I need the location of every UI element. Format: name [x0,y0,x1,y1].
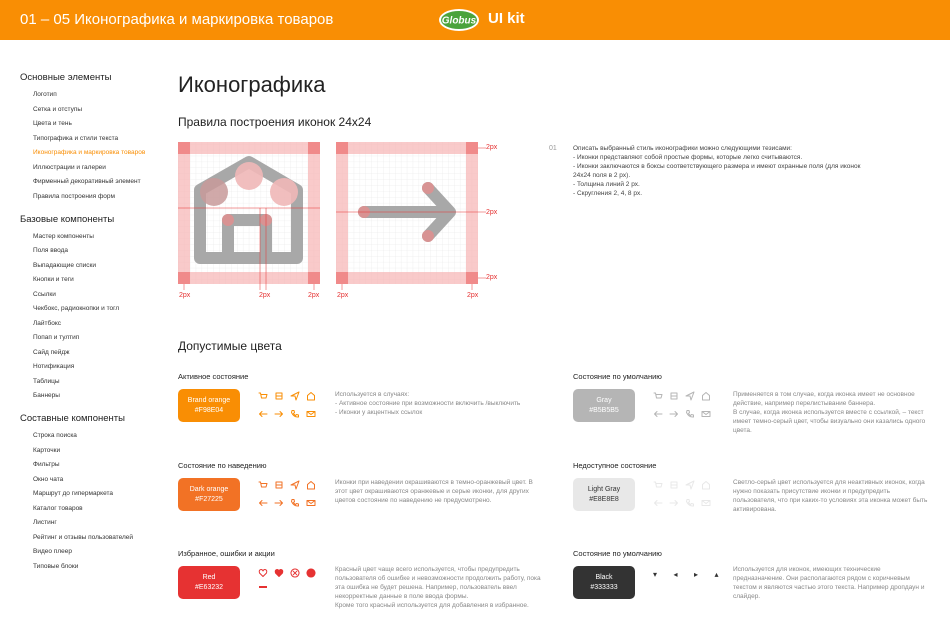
bus-icon [274,391,284,401]
sidebar-section-title: Основные элементы [20,72,112,83]
globus-logo [438,8,480,32]
sidebar-item[interactable]: Иллюстрации и галереи [33,163,106,171]
construction-rules-note [573,144,863,198]
heart-outline-icon [258,568,268,578]
padding-label-arrow-bottom: 2px [486,274,498,281]
sidebar-item[interactable]: Ссылки [33,290,56,298]
color-swatch [178,389,240,422]
bus-icon [669,391,679,401]
sale-badge-icon [306,568,316,578]
sidebar-item[interactable]: Попап и тултип [33,334,80,341]
sidebar-item[interactable]: Нотификация [33,363,75,370]
icon-samples [258,480,328,516]
section-title-rules: Правила построения иконок 24x24 [178,115,372,129]
phone-icon [685,409,695,419]
swatch-name: Dark orange [189,486,229,493]
arrow-left-icon [258,498,268,508]
home-icon-construction-grid [178,138,320,290]
sidebar-section [20,413,160,571]
state-label: Недоступное состояние [573,461,657,470]
icon-samples [653,480,723,516]
section-title-colors: Допустимые цвета [178,339,282,353]
color-swatch [178,566,240,599]
sidebar-section-title: Составные компоненты [20,413,125,424]
padding-label-arrow-right: 2px [467,292,479,299]
sidebar-item[interactable]: Чекбокс, радиокнопки и тогл [33,305,120,312]
sidebar-item[interactable]: Маршрут до гипермаркета [33,490,114,497]
arrow-right-icon [274,409,284,419]
icon-row [653,391,723,401]
sidebar-item[interactable]: Фильтры [33,461,60,468]
sidebar-item[interactable]: Правила построения форм [33,192,115,200]
sidebar-item[interactable]: Окно чата [33,475,64,483]
home-icon [306,480,316,490]
arrow-left-icon [258,409,268,419]
state-description: Иконки при наведении окрашиваются в темно-оранжевый цвет. В этот цвет окрашиваются оранжевые и серые иконки, для других цветов состояние по наведению не предусмотрено. [335,479,533,504]
cart-icon [653,391,663,401]
swatch-name: Black [595,574,613,581]
sidebar-item[interactable]: Типографика и стили текста [33,134,119,142]
swatch-name: Red [202,574,216,581]
sidebar-item[interactable]: Рейтинг и отзывы пользователей [33,533,134,541]
note-line: - Иконки заключаются в боксы соответствующего размера и имеют охранные поля (для иконок 24х24 поля в 2 px). [573,163,861,179]
cart-icon [258,480,268,490]
icon-row [653,409,723,419]
swatch-hex: #E8E8E8 [589,496,619,503]
padding-label-arrow-center: 2px [486,209,498,216]
send-icon [685,480,695,490]
sidebar-item[interactable]: Кнопки и теги [33,276,74,283]
color-swatch [178,478,240,511]
sidebar-section [20,214,160,401]
arrow-icon-construction-grid [336,138,486,290]
state-label: Избранное, ошибки и акции [178,549,275,558]
sidebar-item[interactable]: Видео плеер [33,548,72,555]
mail-icon [701,498,711,508]
swatch-hex: #F98E04 [194,407,224,414]
icon-row [258,498,328,508]
sidebar-item[interactable]: Поля ввода [33,247,68,254]
send-icon [290,391,300,401]
note-line: - Иконки представляют собой простые формы, которые легко считываются. [573,154,803,161]
padding-label-home-left: 2px [179,292,191,299]
swatch-name: Gray [596,397,612,404]
sidebar-item[interactable]: Сетка и отступы [33,105,83,113]
caret-down-icon: ▾ [653,570,658,579]
state-description: Используется в случаях: - Активное состояние при возможности включить /выключить - Иконки у акцентных ссылок [335,391,521,416]
sidebar-section-title: Базовые компоненты [20,213,115,225]
send-icon [685,391,695,401]
icon-row [258,568,328,578]
state-label: Активное состояние [178,372,249,381]
sidebar-item[interactable]: Мастер компоненты [33,232,94,240]
ui-kit-label: UI kit [488,10,525,27]
arrow-left-icon [653,498,663,508]
sidebar-item[interactable]: Сайд пейдж [33,348,70,356]
page-title: Иконографика [178,72,326,97]
arrow-right-icon [274,498,284,508]
swatch-hex: #333333 [590,584,618,591]
sidebar-item[interactable]: Типовые блоки [33,562,79,570]
caret-right-icon: ▸ [694,570,699,579]
sidebar-item[interactable]: Лайтбокс [33,319,61,327]
icon-row [258,480,328,490]
close-circle-icon [290,568,300,578]
icon-row [258,409,328,419]
cart-icon [258,391,268,401]
note-line: Описать выбранный стиль иконографики можно следующими тезисами: [573,145,792,152]
sidebar-item[interactable]: Листинг [33,519,57,526]
cart-icon [653,480,663,490]
page-header-title: 01 – 05 Иконографика и маркировка товаров [20,11,334,28]
icon-row [653,570,723,580]
icon-samples [258,391,328,427]
arrow-left-icon [653,409,663,419]
sidebar-item[interactable]: Строка поиска [33,432,77,439]
mail-icon [701,409,711,419]
padding-label-home-middle: 2px [259,292,271,299]
home-icon [306,391,316,401]
icon-row [653,498,723,508]
color-swatch [573,566,635,599]
swatch-hex: #B5B5B5 [589,407,619,414]
mail-icon [306,409,316,419]
color-swatch [573,478,635,511]
top-bar [0,0,950,40]
icon-row [653,480,723,490]
bus-icon [669,480,679,490]
phone-icon [290,498,300,508]
phone-icon [290,409,300,419]
swatch-name: Light Gray [587,486,621,493]
state-label: Состояние по умолчанию [573,372,662,381]
heart-filled-icon [274,568,284,578]
send-icon [290,480,300,490]
sidebar-item[interactable]: Иконографика и маркировка товаров [33,149,146,156]
arrow-right-icon [669,498,679,508]
sidebar-item[interactable]: Таблицы [33,377,60,385]
sidebar-item[interactable]: Логотип [33,91,57,98]
swatch-name: Brand orange [187,397,231,404]
padding-label-home-right: 2px [308,292,320,299]
icon-samples [258,568,328,588]
state-label: Состояние по умолчанию [573,549,662,558]
phone-icon [685,498,695,508]
sidebar-item[interactable]: Выпадающие списки [33,261,96,269]
swatch-hex: #E63232 [194,584,224,591]
padding-label-arrow-left: 2px [337,292,349,299]
mail-icon [306,498,316,508]
state-label: Состояние по наведению [178,461,267,470]
state-description: Применяется в том случае, когда иконка имеет не основное действие, например перелистывание баннера. В случае, когда иконка используется вместе с ссылкой, – текст имеет темно-серый цвет, чтобы визуально они казались одного цвета. [733,391,926,434]
state-description: Используется для иконок, имеющих технические предназначение. Они располагаются рядом с коричневым текстом и являются частью этого текста. Например дропдаун и слайдер. [733,566,925,600]
home-icon [701,480,711,490]
color-swatch [573,389,635,422]
home-icon [701,391,711,401]
state-description: Светло-серый цвет используется для неактивных иконок, когда нужно показать присутствие иконки и предупредить пользователя, что при каких-то условиях эта иконка может быть активирована. [733,479,928,513]
sidebar-section [20,72,160,201]
icon-samples [653,391,723,427]
logo-text: Globus [441,15,477,27]
sidebar-item[interactable]: Цвета и тень [33,120,72,127]
icon-row [258,391,328,401]
sidebar-nav [20,72,160,584]
swatch-hex: #F27225 [195,496,223,503]
sidebar-item[interactable]: Фирменный декоративный элемент [33,178,141,185]
sidebar-item[interactable]: Карточки [33,446,61,454]
note-line: - Толщина линий 2 px. [573,181,640,188]
caret-left-icon: ◂ [673,570,678,579]
sidebar-item[interactable]: Баннеры [33,392,60,399]
state-description: Красный цвет чаще всего используется, чтобы предупредить пользователя об ошибке и невозможности продолжить работу, пока эта ошибка не будет решена. Например, пользователь ввел некорректные данные в поле ввода формы. Кроме того красный используется для добавления в избранное. [335,566,541,609]
minus-icon [259,586,267,588]
note-number: 01 [549,145,557,152]
icon-samples [653,570,723,588]
caret-up-icon: ▴ [714,570,719,579]
note-line: - Скругления 2, 4, 8 px. [573,190,643,197]
arrow-right-icon [669,409,679,419]
sidebar-item[interactable]: Каталог товаров [33,504,83,512]
bus-icon [274,480,284,490]
padding-label-arrow-top: 2px [486,144,498,151]
